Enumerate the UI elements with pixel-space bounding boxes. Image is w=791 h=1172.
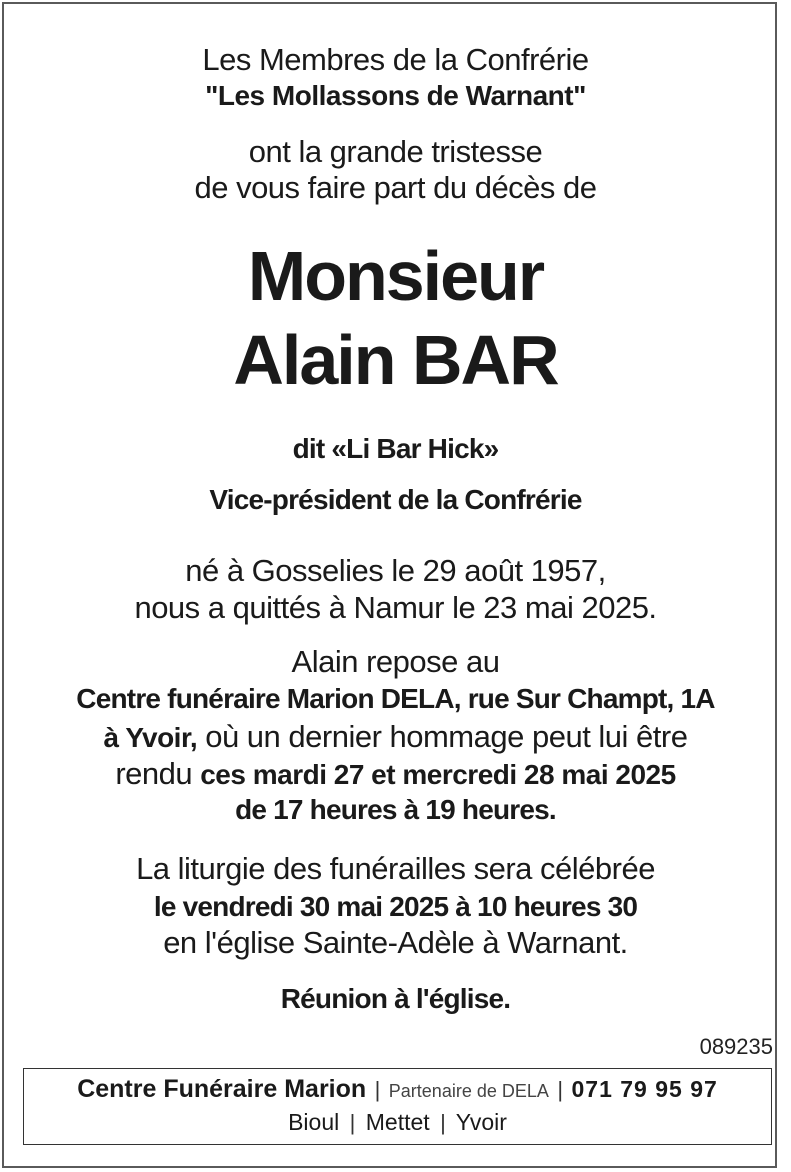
deceased-nickname: dit «Li Bar Hick»	[292, 433, 499, 464]
funeral-home-header	[24, 1075, 771, 1104]
partner-label: Partenaire de DELA	[388, 1081, 549, 1101]
liturgy-line-1: La liturgie des funérailles sera célébrée	[136, 851, 655, 886]
deceased-role: Vice-président de la Confrérie	[209, 484, 582, 515]
repose-town: à Yvoir,	[103, 722, 198, 753]
liturgy-datetime: le vendredi 30 mai 2025 à 10 heures 30	[153, 891, 638, 922]
notice-reference: 089235	[699, 1034, 773, 1059]
repose-line-1: Alain repose au	[291, 644, 500, 679]
repose-homage-text: où un dernier hommage peut lui être	[197, 719, 688, 754]
repose-dates: ces mardi 27 et mercredi 28 mai 2025	[200, 759, 676, 790]
repose-rendu-text: rendu	[115, 756, 201, 791]
funeral-home-box	[23, 1068, 772, 1145]
deceased-name: Alain BAR	[233, 321, 558, 399]
intro-line-4: de vous faire part du décès de	[194, 170, 597, 205]
location-yvoir: Yvoir	[455, 1109, 507, 1135]
funeral-home-name: Centre Funéraire Marion	[77, 1075, 367, 1103]
deceased-title: Monsieur	[247, 237, 544, 315]
separator: |	[374, 1077, 381, 1102]
separator: |	[557, 1077, 564, 1102]
funeral-home-phone: 071 79 95 97	[571, 1076, 718, 1102]
location-bioul: Bioul	[288, 1109, 340, 1135]
death-line: nous a quittés à Namur le 23 mai 2025.	[134, 590, 657, 625]
repose-hours: de 17 heures à 19 heures.	[235, 794, 556, 825]
separator: |	[349, 1110, 356, 1135]
location-mettet: Mettet	[365, 1109, 430, 1135]
funeral-home-locations	[24, 1109, 771, 1136]
liturgy-location: en l'église Sainte-Adèle à Warnant.	[163, 925, 628, 960]
birth-line: né à Gosselies le 29 août 1957,	[185, 553, 606, 588]
repose-line-3	[0, 719, 791, 755]
reunion-note: Réunion à l'église.	[280, 983, 511, 1014]
repose-location: Centre funéraire Marion DELA, rue Sur Champt, 1A	[76, 683, 715, 714]
intro-line-3: ont la grande tristesse	[248, 134, 543, 169]
separator: |	[440, 1110, 446, 1135]
confrerie-name: "Les Mollassons de Warnant"	[205, 80, 586, 111]
repose-line-4	[0, 756, 791, 792]
intro-line-1: Les Membres de la Confrérie	[202, 42, 589, 77]
